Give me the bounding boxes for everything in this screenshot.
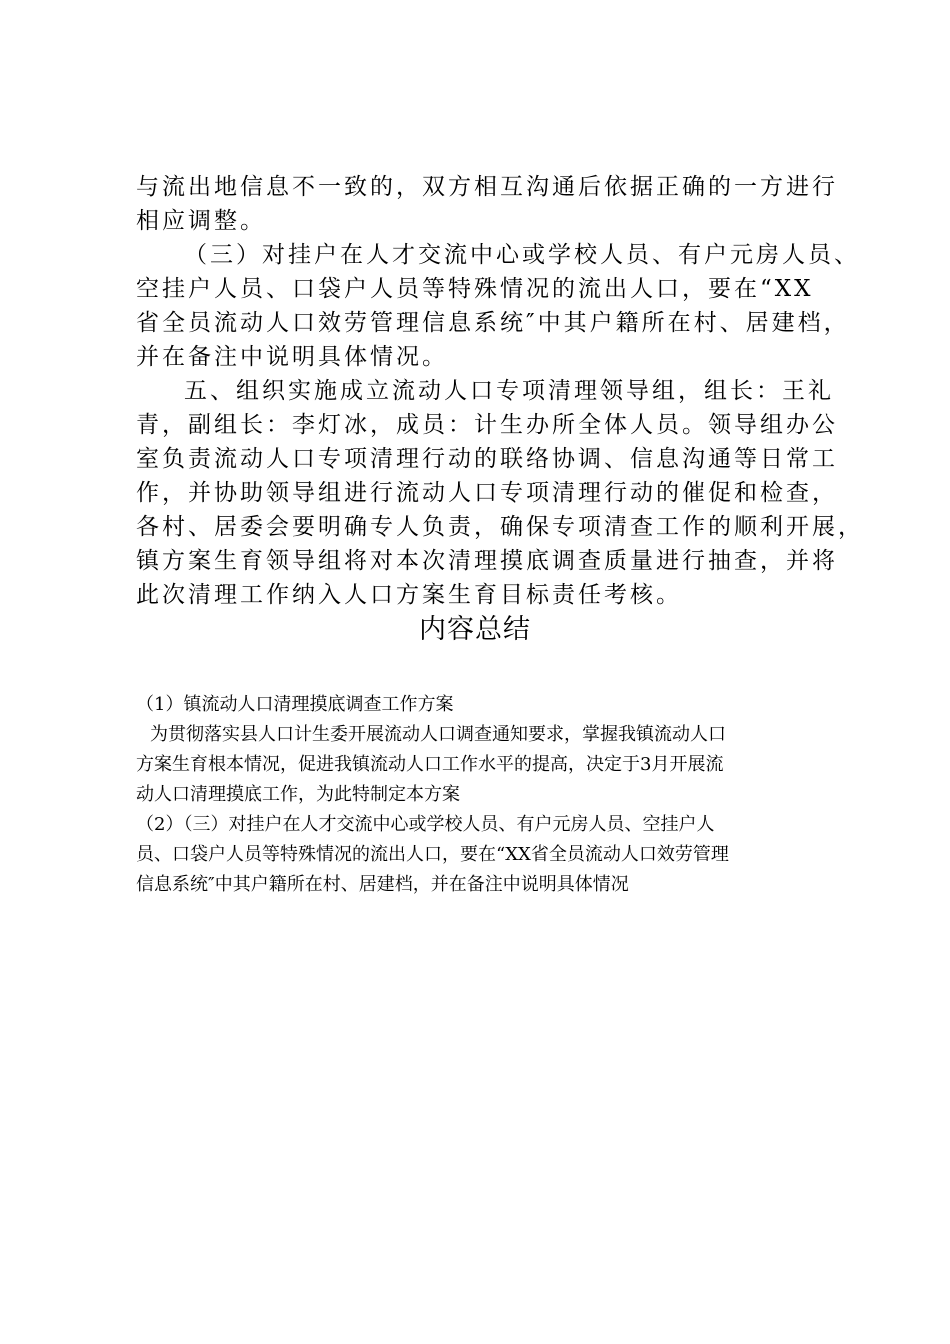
body-line: 镇方案生育领导组将对本次清理摸底调查质量进行抽查，并将 (136, 548, 838, 574)
body-line: 五、组织实施成立流动人口专项清理领导组，组长：王礼 (184, 378, 834, 404)
body-line: 各村、居委会要明确专人负责，确保专项清查工作的顺利开展， (136, 514, 864, 540)
body-line: 相应调整。 (136, 208, 266, 234)
body-line: 省全员流动人口效劳管理信息系统″中其户籍所在村、居建档， (136, 310, 850, 336)
body-line: 空挂户人员、口袋户人员等特殊情况的流出人口，要在“XX (136, 276, 814, 302)
summary-line: （2）（三）对挂户在人才交流中心或学校人员、有户元房人员、空挂户人 (136, 814, 715, 835)
body-line: 此次清理工作纳入人口方案生育目标责任考核。 (136, 582, 682, 608)
summary-line: 员、口袋户人员等特殊情况的流出人口，要在“XX省全员流动人口效劳管理 (136, 844, 729, 865)
summary-title: 内容总结 (419, 614, 531, 645)
body-line: 并在备注中说明具体情况。 (136, 344, 448, 370)
body-line: 青，副组长：李灯冰，成员：计生办所全体人员。领导组办公 (136, 412, 838, 438)
summary-text (136, 690, 836, 900)
body-line: 室负责流动人口专项清理行动的联络协调、信息沟通等日常工 (136, 446, 838, 472)
body-line: 作，并协助领导组进行流动人口专项清理行动的催促和检查， (136, 480, 838, 506)
summary-line: （1）镇流动人口清理摸底调查工作方案 (136, 694, 454, 715)
body-line: 与流出地信息不一致的，双方相互沟通后依据正确的一方进行 (136, 174, 838, 200)
body-line: （三）对挂户在人才交流中心或学校人员、有户元房人员、 (184, 242, 860, 268)
summary-line: 为贯彻落实县人口计生委开展流动人口调查通知要求，掌握我镇流动人口 (150, 724, 726, 745)
summary-line: 信息系统″中其户籍所在村、居建档，并在备注中说明具体情况 (136, 874, 629, 895)
summary-line: 方案生育根本情况，促进我镇流动人口工作水平的提高，决定于3月开展流 (136, 754, 724, 775)
body-text (136, 170, 864, 612)
summary-line: 动人口清理摸底工作，为此特制定本方案 (136, 784, 460, 805)
